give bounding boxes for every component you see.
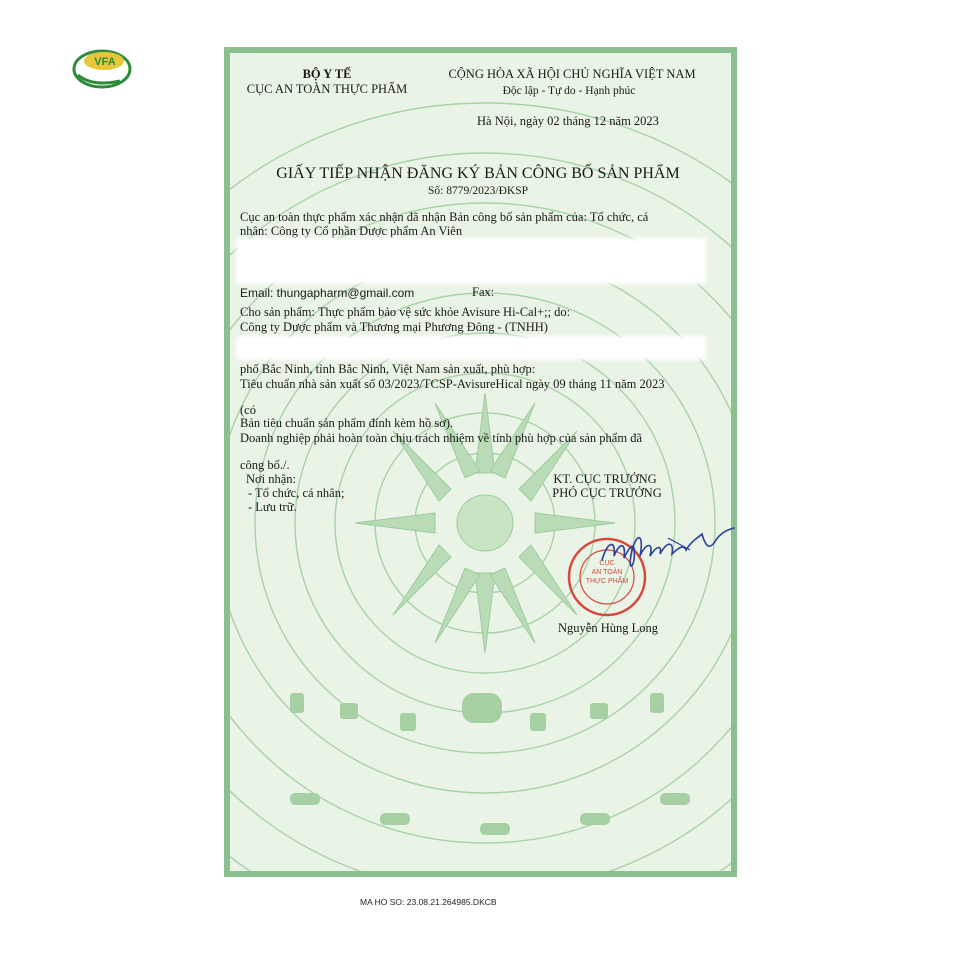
seal-text-3: THỰC PHẨM <box>585 578 629 585</box>
recipient-item: - Tổ chức, cá nhân; <box>248 486 345 500</box>
attachment-open: (có <box>240 403 256 417</box>
redacted-address <box>236 238 706 284</box>
attachment-note: Bản tiêu chuẩn sản phẩm đính kèm hồ sơ). <box>240 416 454 430</box>
product-line: Cho sản phẩm: Thực phẩm bảo vệ sức khỏe Avisure Hi-Cal+;; do: <box>240 305 571 319</box>
agency-name: CỤC AN TOÀN THỰC PHẨM <box>246 82 408 96</box>
redacted-manufacturer-address <box>236 336 706 360</box>
body-line-1: Cục an toàn thực phẩm xác nhận đã nhận Bản công bố sản phẩm của: Tổ chức, cá <box>240 210 649 224</box>
manufacturer-name: Công ty Dược phẩm và Thương mại Phương Đông - (TNHH) <box>240 320 548 334</box>
responsibility-note: Doanh nghiệp phải hoàn toàn chịu trách nhiệm về tính phù hợp của sản phẩm đã <box>240 431 642 445</box>
handwritten-signature-icon <box>598 520 738 576</box>
document-title: GIẤY TIẾP NHẬN ĐĂNG KÝ BẢN CÔNG BỐ SẢN PHẨM <box>276 165 680 182</box>
company-fax: Fax: <box>472 285 495 299</box>
seal-text-1: CỤC <box>599 560 615 567</box>
manufacturer-location: phố Bắc Ninh, tỉnh Bắc Ninh, Việt Nam sản xuất, phù hợp: <box>240 362 536 376</box>
seal-text-2: AN TOÀN <box>591 569 623 576</box>
place-date: Hà Nội, ngày 02 tháng 12 năm 2023 <box>477 114 659 128</box>
body-line-2: nhân: Công ty Cổ phần Dược phẩm An Viên <box>240 224 463 238</box>
signer-title-2: PHÓ CỤC TRƯỞNG <box>552 486 662 500</box>
document-number: Số: 8779/2023/ĐKSP <box>427 185 529 197</box>
svg-text:VFA: VFA <box>94 56 116 68</box>
ministry-name: BỘ Y TẾ <box>302 67 352 81</box>
signer-title-1: KT. CỤC TRƯỞNG <box>553 472 657 486</box>
recipient-item: - Lưu trữ. <box>248 500 297 514</box>
national-motto: Độc lập - Tự do - Hạnh phúc <box>502 85 636 97</box>
vfa-logo-icon <box>72 47 134 91</box>
signer-name: Nguyễn Hùng Long <box>558 621 658 635</box>
announcement-end: công bố./. <box>240 458 290 472</box>
company-email: Email: thungapharm@gmail.com <box>240 286 415 300</box>
republic-name: CỘNG HÒA XÃ HỘI CHỦ NGHĨA VIỆT NAM <box>448 67 696 81</box>
product-standard: Tiêu chuẩn nhà sản xuất số 03/2023/TCSP-AvisureHical ngày 09 tháng 11 năm 2023 <box>240 377 665 391</box>
recipients-label: Nơi nhận: <box>246 472 297 486</box>
dossier-code: MA HO SO: 23.08.21.264985.DKCB <box>360 897 497 907</box>
